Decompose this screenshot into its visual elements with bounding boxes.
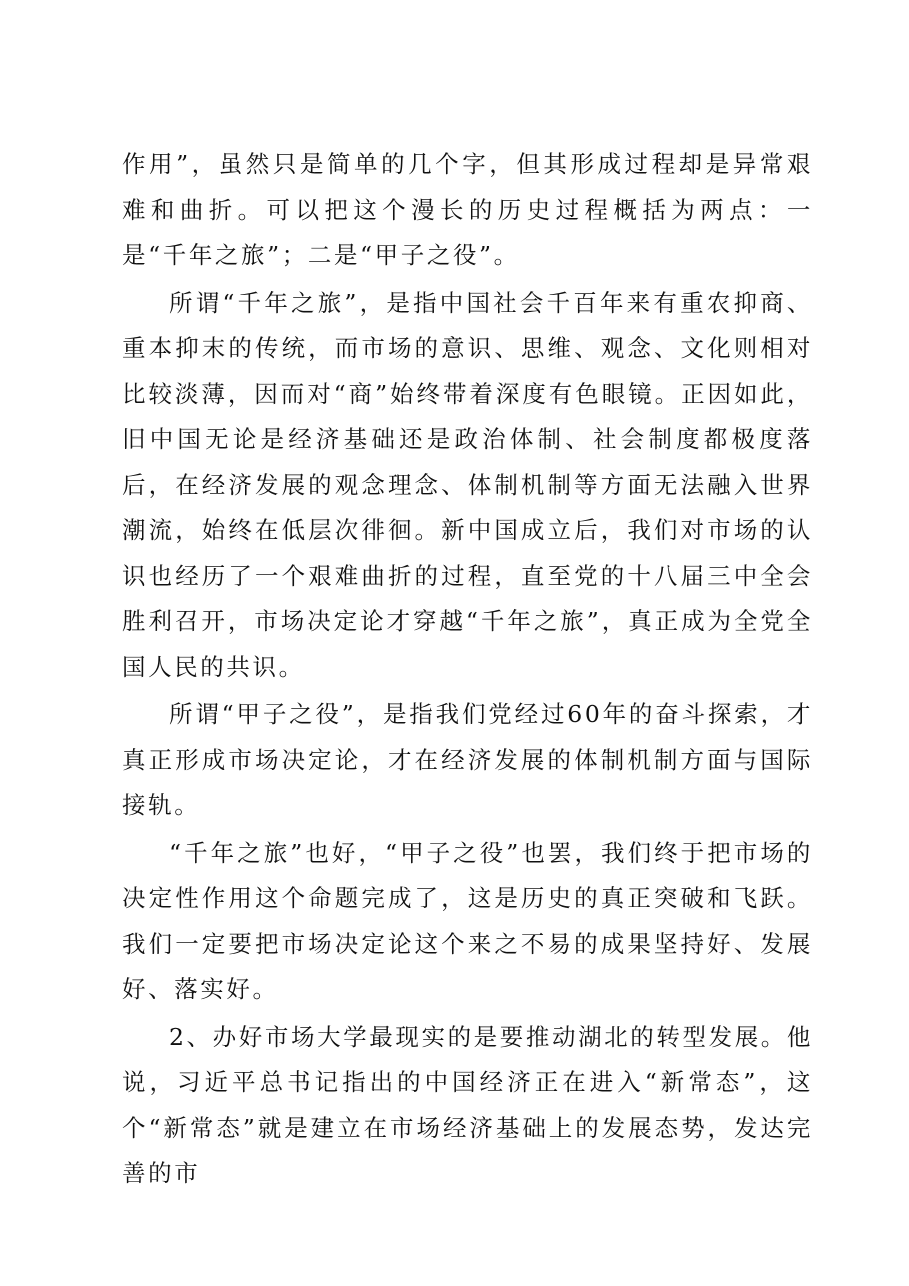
paragraph-3: 所谓“甲子之役”，是指我们党经过60年的奋斗探索，才真正形成市场决定论，才在经济发展的体制机制方面与国际接轨。 [122,700,813,819]
paragraph-1: 作用”，虽然只是简单的几个字，但其形成过程却是异常艰难和曲折。可以把这个漫长的历史过程概括为两点：一是“千年之旅”；二是“甲子之役”。 [122,150,813,269]
paragraph-4: “千年之旅”也好，“甲子之役”也罢，我们终于把市场的决定性作用这个命题完成了，这是历史的真正突破和飞跃。我们一定要把市场决定论这个来之不易的成果坚持好、发展好、落实好。 [122,838,813,1003]
paragraph-5: 2、办好市场大学最现实的是要推动湖北的转型发展。他说，习近平总书记指出的中国经济正在进入“新常态”，这个“新常态”就是建立在市场经济基础上的发展态势，发达完善的市 [122,1022,813,1187]
paragraph-2: 所谓“千年之旅”，是指中国社会千百年来有重农抑商、重本抑末的传统，而市场的意识、思维、观念、文化则相对比较淡薄，因而对“商”始终带着深度有色眼镜。正因如此，旧中国无论是经济基础还是政治体制、社会制度都极度落后，在经济发展的观念理念、体制机制等方面无法融入世界潮流，始终在低层次徘徊。新中国成立后，我们对市场的认识也经历了一个艰难曲折的过程，直至党的十八届三中全会胜利召开，市场决定论才穿越“千年之旅”，真正成为全党全国人民的共识。 [122,288,813,681]
